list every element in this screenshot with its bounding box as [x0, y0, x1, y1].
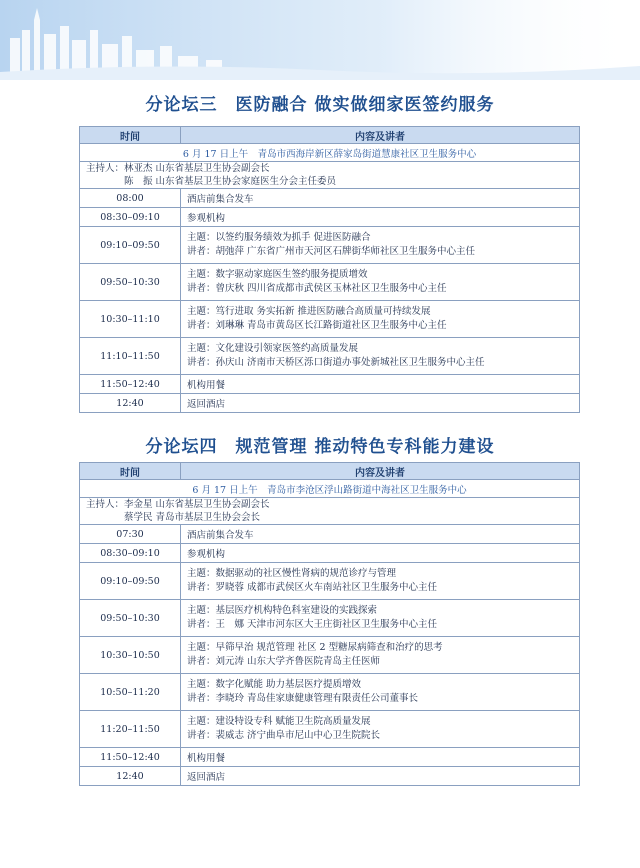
host-row: [80, 162, 580, 189]
header-time: 时间: [80, 463, 181, 480]
row-topic: 主题：基层医疗机构特色科室建设的实践探索: [187, 605, 378, 616]
row-topic-cell: [181, 637, 580, 674]
row-text: 返回酒店: [181, 767, 580, 786]
hosts: [80, 498, 580, 525]
row-time: 11:50–12:40: [80, 375, 181, 394]
row-topic: 主题：笃行进取 务实拓新 推进医防融合高质量可持续发展: [187, 306, 431, 317]
table-row: [80, 264, 580, 301]
row-time: 08:30–09:10: [80, 208, 181, 227]
row-text: 机构用餐: [181, 375, 580, 394]
row-topic: 主题：文化建设引领家医签约高质量发展: [187, 343, 359, 354]
row-text: 参观机构: [181, 208, 580, 227]
row-time: 12:40: [80, 767, 181, 786]
row-topic: 主题：以签约服务绩效为抓手 促进医防融合: [187, 232, 371, 243]
table-row: [80, 227, 580, 264]
forum-4-title: 分论坛四 规范管理 推动特色专科能力建设: [145, 437, 495, 457]
host-line: 主持人：林亚杰 山东省基层卫生协会副会长: [86, 163, 270, 174]
row-time: 10:50–11:20: [80, 674, 181, 711]
row-topic-cell: [181, 227, 580, 264]
row-time: 11:20–11:50: [80, 711, 181, 748]
table-row: [80, 637, 580, 674]
row-text: 参观机构: [181, 544, 580, 563]
table-row: [80, 544, 580, 563]
header-content: 内容及讲者: [181, 127, 580, 144]
row-speaker: 讲者：王 娜 天津市河东区大王庄街社区卫生服务中心主任: [187, 619, 438, 630]
host-line: 蔡学民 青岛市基层卫生协会会长: [124, 512, 261, 523]
row-time: 09:50–10:30: [80, 600, 181, 637]
row-speaker: 讲者：刘琳琳 青岛市黄岛区长江路街道社区卫生服务中心主任: [187, 320, 447, 331]
hosts: [80, 162, 580, 189]
row-topic-cell: [181, 338, 580, 375]
table-row: [80, 189, 580, 208]
row-speaker: 讲者：刘元涛 山东大学齐鲁医院青岛主任医师: [187, 656, 381, 667]
row-speaker: 讲者：裴威志 济宁曲阜市尼山中心卫生院院长: [187, 730, 381, 741]
table-row: [80, 525, 580, 544]
row-time: 11:10–11:50: [80, 338, 181, 375]
header-content: 内容及讲者: [181, 463, 580, 480]
row-speaker: 讲者：曾庆秋 四川省成都市武侯区玉林社区卫生服务中心主任: [187, 283, 447, 294]
row-speaker: 讲者：胡弛萍 广东省广州市天河区石牌街华师社区卫生服务中心主任: [187, 246, 476, 257]
skyline-banner: [0, 0, 640, 80]
forum-3-table: [79, 126, 580, 413]
table-row: [80, 394, 580, 413]
host-line: 陈 振 山东省基层卫生协会家庭医生分会主任委员: [124, 176, 337, 187]
row-topic-cell: [181, 563, 580, 600]
table-row: [80, 338, 580, 375]
host-line: 主持人：李金星 山东省基层卫生协会副会长: [86, 499, 270, 510]
header-time: 时间: [80, 127, 181, 144]
table-row: [80, 711, 580, 748]
row-speaker: 讲者：罗晓蓉 成都市武侯区火车南站社区卫生服务中心主任: [187, 582, 438, 593]
row-time: 08:00: [80, 189, 181, 208]
forum-4-table: [79, 462, 580, 786]
row-text: 返回酒店: [181, 394, 580, 413]
table-row: [80, 208, 580, 227]
row-topic: 主题：数据驱动的社区慢性肾病的规范诊疗与管理: [187, 568, 397, 579]
table-row: [80, 301, 580, 338]
date-venue: 6 月 17 日上午 青岛市西海岸新区薛家岛街道慧康社区卫生服务中心: [80, 144, 580, 162]
table-row: [80, 600, 580, 637]
table-row: [80, 767, 580, 786]
row-topic-cell: [181, 600, 580, 637]
row-time: 10:30–11:10: [80, 301, 181, 338]
row-time: 08:30–09:10: [80, 544, 181, 563]
row-time: 12:40: [80, 394, 181, 413]
row-time: 10:30–10:50: [80, 637, 181, 674]
table-row: [80, 375, 580, 394]
row-topic-cell: [181, 301, 580, 338]
forum-3-title: 分论坛三 医防融合 做实做细家医签约服务: [145, 95, 495, 115]
date-venue: 6 月 17 日上午 青岛市李沧区浮山路街道中海社区卫生服务中心: [80, 480, 580, 498]
row-topic-cell: [181, 674, 580, 711]
table-row: [80, 748, 580, 767]
row-time: 09:50–10:30: [80, 264, 181, 301]
row-topic: 主题：建设特设专科 赋能卫生院高质量发展: [187, 716, 371, 727]
row-text: 机构用餐: [181, 748, 580, 767]
row-speaker: 讲者：孙庆山 济南市天桥区泺口街道办事处新城社区卫生服务中心主任: [187, 357, 485, 368]
row-topic-cell: [181, 264, 580, 301]
row-time: 07:30: [80, 525, 181, 544]
row-topic: 主题：数字驱动家庭医生签约服务提质增效: [187, 269, 368, 280]
row-time: 09:10–09:50: [80, 227, 181, 264]
table-header: [80, 463, 580, 480]
host-row: [80, 498, 580, 525]
row-time: 09:10–09:50: [80, 563, 181, 600]
row-text: 酒店前集合发车: [181, 525, 580, 544]
row-topic: 主题：数字化赋能 助力基层医疗提质增效: [187, 679, 362, 690]
table-row: [80, 674, 580, 711]
row-topic: 主题：早筛早治 规范管理 社区 2 型糖尿病筛查和治疗的思考: [187, 642, 443, 653]
row-speaker: 讲者：李晓玲 青岛佳家康健康管理有限责任公司董事长: [187, 693, 419, 704]
row-text: 酒店前集合发车: [181, 189, 580, 208]
date-venue-row: [80, 480, 580, 498]
table-header: [80, 127, 580, 144]
table-row: [80, 563, 580, 600]
row-time: 11:50–12:40: [80, 748, 181, 767]
row-topic-cell: [181, 711, 580, 748]
date-venue-row: [80, 144, 580, 162]
